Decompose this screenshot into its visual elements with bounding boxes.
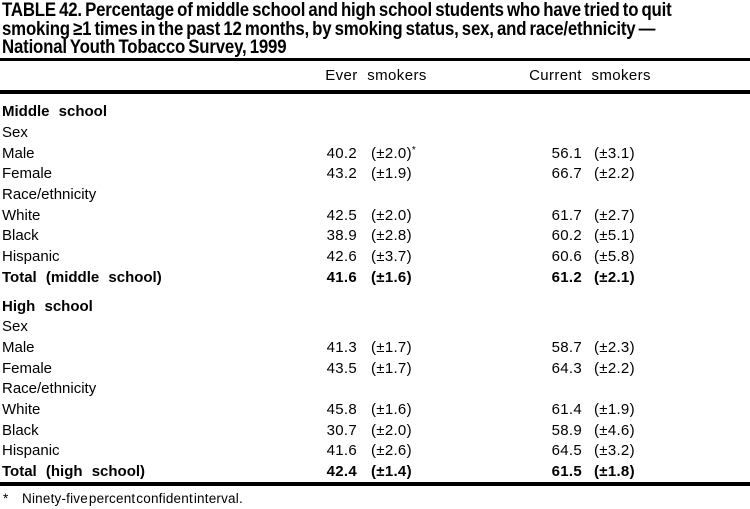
row-label: Black	[2, 421, 39, 439]
subheader-row	[0, 316, 750, 337]
subheader-sex: Sex	[2, 124, 28, 142]
ever-smokers-ci: (±2.0)	[371, 206, 412, 224]
row-label: Male	[2, 338, 35, 356]
current-smokers-ci: (±5.8)	[594, 248, 635, 266]
row-label: Hispanic	[2, 248, 60, 266]
ever-smokers-value: 45.8	[326, 400, 357, 418]
subheader-row	[0, 122, 750, 143]
footnote-ref: *	[411, 144, 417, 156]
table-row	[0, 358, 750, 379]
row-label: Hispanic	[2, 442, 60, 460]
subheader-race-ethnicity: Race/ethnicity	[2, 186, 97, 204]
current-smokers-ci: (±4.6)	[594, 421, 635, 439]
table-row	[0, 246, 750, 267]
ever-smokers-ci: (±2.8)	[371, 227, 412, 245]
ever-smokers-ci: (±1.7)	[371, 338, 412, 356]
ever-smokers-ci: (±1.6)	[371, 268, 412, 286]
subheader-row	[0, 184, 750, 205]
column-header-ever-smokers: Ever smokers	[325, 66, 427, 84]
footnote-text: Ninety-five percent confident interval.	[22, 490, 243, 506]
ever-smokers-ci	[357, 145, 530, 162]
table-row	[0, 337, 750, 358]
ever-smokers-value: 43.2	[326, 165, 357, 183]
table-title-line-1: TABLE 42. Percentage of middle school and high school students who have tried to quit	[2, 0, 672, 21]
ever-smokers-ci: (±3.7)	[371, 248, 412, 266]
ever-smokers-value: 43.5	[326, 359, 357, 377]
section-header-row	[0, 102, 750, 123]
current-smokers-ci: (±3.1)	[594, 144, 635, 162]
current-smokers-ci: (±2.2)	[594, 359, 635, 377]
ever-smokers-ci: (±1.7)	[371, 359, 412, 377]
column-headers	[0, 61, 750, 90]
table-body	[0, 94, 750, 482]
table-row	[0, 226, 750, 247]
table-row	[0, 143, 750, 164]
footnote	[0, 486, 750, 506]
ever-smokers-value: 40.2	[326, 144, 357, 162]
ever-smokers-value: 41.3	[326, 338, 357, 356]
ever-smokers-ci: (±1.9)	[371, 165, 412, 183]
column-header-current-smokers: Current smokers	[529, 66, 651, 84]
ever-smokers-ci: (±2.6)	[371, 442, 412, 460]
table-title-line-3: National Youth Tobacco Survey, 1999	[2, 37, 287, 58]
ever-smokers-value: 42.4	[326, 463, 357, 481]
ever-smokers-value: 30.7	[326, 421, 357, 439]
current-smokers-value: 61.4	[551, 400, 582, 418]
ever-smokers-ci: (±1.6)	[371, 400, 412, 418]
row-label: Total (high school)	[2, 463, 146, 481]
row-label: Black	[2, 227, 39, 245]
ci-value: (±2.0)	[371, 144, 412, 162]
table-row	[0, 441, 750, 462]
ever-smokers-value: 38.9	[326, 227, 357, 245]
current-smokers-ci: (±1.9)	[594, 400, 635, 418]
current-smokers-value: 60.6	[551, 248, 582, 266]
ever-smokers-value: 42.5	[326, 206, 357, 224]
total-row-high-school	[0, 461, 750, 482]
ever-smokers-ci: (±2.0)	[371, 421, 412, 439]
current-smokers-value: 64.3	[551, 359, 582, 377]
current-smokers-value: 61.7	[551, 206, 582, 224]
ever-smokers-ci: (±1.4)	[371, 463, 412, 481]
subheader-race-ethnicity: Race/ethnicity	[2, 380, 97, 398]
current-smokers-value: 66.7	[551, 165, 582, 183]
ever-smokers-value: 41.6	[326, 442, 357, 460]
total-row-middle-school	[0, 267, 750, 288]
row-label: White	[2, 400, 41, 418]
current-smokers-ci: (±3.2)	[594, 442, 635, 460]
current-smokers-ci: (±2.7)	[594, 206, 635, 224]
current-smokers-ci: (±2.1)	[594, 268, 635, 286]
table-row	[0, 420, 750, 441]
section-header-row	[0, 296, 750, 317]
footnote-marker: *	[3, 490, 9, 506]
row-label: White	[2, 206, 41, 224]
row-label: Female	[2, 165, 53, 183]
section-divider-gap	[0, 288, 750, 296]
table-row	[0, 164, 750, 185]
ever-smokers-value: 41.6	[326, 268, 357, 286]
row-label: Total (middle school)	[2, 268, 162, 286]
table-title	[0, 0, 750, 58]
current-smokers-ci: (±2.2)	[594, 165, 635, 183]
current-smokers-ci: (±1.8)	[594, 463, 635, 481]
current-smokers-ci: (±2.3)	[594, 338, 635, 356]
row-label: Female	[2, 359, 53, 377]
ever-smokers-value: 42.6	[326, 248, 357, 266]
section-header-middle-school: Middle school	[2, 103, 108, 121]
current-smokers-value: 58.9	[551, 421, 582, 439]
current-smokers-value: 58.7	[551, 338, 582, 356]
table-title-line-2: smoking ≥1 times in the past 12 months, by smoking status, sex, and race/ethnicity —	[2, 18, 656, 40]
current-smokers-value: 56.1	[551, 144, 582, 162]
current-smokers-value: 64.5	[551, 442, 582, 460]
current-smokers-ci: (±5.1)	[594, 227, 635, 245]
current-smokers-value: 60.2	[551, 227, 582, 245]
subheader-row	[0, 378, 750, 399]
section-header-high-school: High school	[2, 297, 93, 315]
table-row	[0, 205, 750, 226]
subheader-sex: Sex	[2, 318, 28, 336]
current-smokers-value: 61.5	[551, 463, 582, 481]
current-smokers-value: 61.2	[551, 268, 582, 286]
row-label: Male	[2, 144, 35, 162]
table-row	[0, 399, 750, 420]
